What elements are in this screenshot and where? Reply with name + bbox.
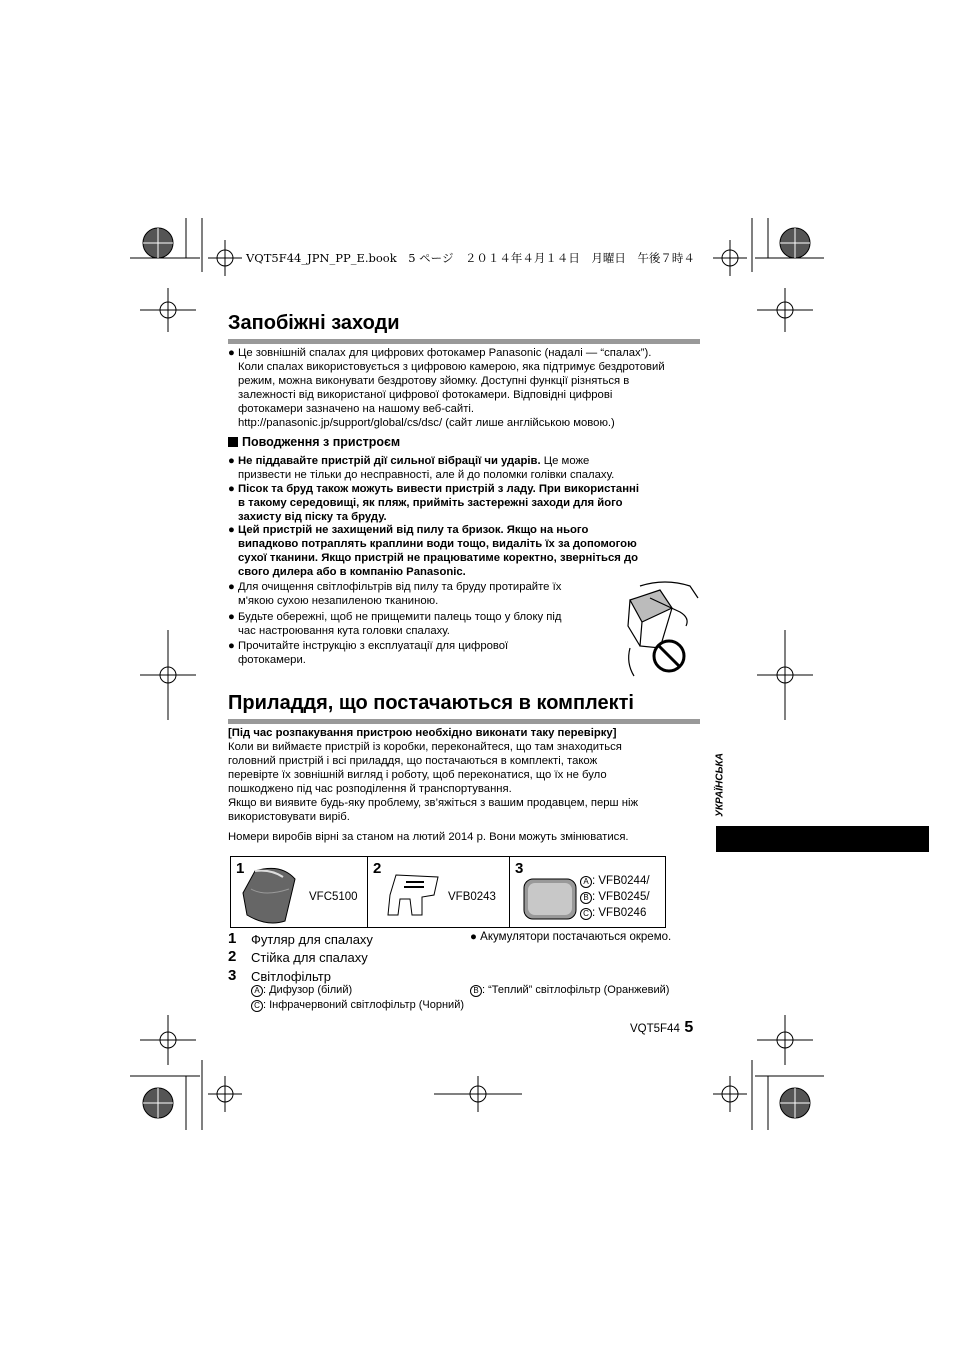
- intro-line: фотокамери зазначено на нашому веб-сайті.: [238, 403, 475, 415]
- product-code: : VFB0245/: [592, 891, 650, 903]
- intro-line: залежності від використаної цифрової фотокамери. Відповідні цифрові: [238, 389, 613, 401]
- body-line: Коли ви виймаєте пристрій із коробки, переконайтеся, що там знаходиться: [228, 741, 622, 753]
- bullet-vibration: [228, 454, 708, 482]
- body-line: Якщо ви виявите будь-яку проблему, зв’яжіться з вашим продавцем, перш ніж: [228, 797, 639, 809]
- filter-desc-text: : Інфрачервоний світлофільтр (Чорний): [263, 999, 465, 1011]
- bullet-text: випадково потраплять краплини води тощо, видаліть їх за допомогою: [238, 538, 637, 550]
- filter-a-desc: [251, 984, 352, 997]
- bullet-icon: ●: [470, 931, 477, 943]
- bullet-text: свого дилера або в компанію Panasonic.: [238, 566, 466, 578]
- bullet-icon: ●: [228, 483, 235, 495]
- filter-icon: [522, 875, 580, 923]
- product-code: : VFB0244/: [592, 875, 650, 887]
- product-code: VFC5100: [309, 891, 358, 903]
- filter-c-desc: [251, 999, 464, 1012]
- accessories-table: [230, 856, 666, 928]
- marker-b-icon: B: [580, 892, 592, 904]
- bullet-icon: ●: [228, 524, 235, 536]
- bullet-icon: ●: [228, 347, 235, 359]
- bullet-text: в такому середовищі, як пляж, прийміть застережні заходи для його: [238, 497, 623, 509]
- prohibited-icon: [654, 641, 684, 671]
- bullet-text: призвести не тільки до несправності, але й до поломки голівки спалаху.: [238, 469, 615, 481]
- cell-number: 2: [373, 860, 382, 877]
- intro-line: Це зовнішній спалах для цифрових фотокамер Panasonic (надалі — “спалах”).: [238, 347, 652, 359]
- page-footer: [630, 1019, 693, 1037]
- section-title-precautions: Запобіжні заходи: [228, 312, 400, 334]
- item-number: 3: [228, 967, 237, 984]
- product-code: VFB0243: [448, 891, 496, 903]
- bullet-finger: [228, 610, 618, 638]
- bullet-icon: ●: [228, 640, 235, 652]
- bullet-bold-text: Не піддавайте пристрій дії сильної вібрації чи ударів.: [238, 455, 541, 467]
- bullet-icon: ●: [228, 455, 235, 467]
- marker-b-icon: B: [470, 985, 482, 997]
- subheading-handling: [228, 435, 400, 449]
- product-code: : VFB0246: [592, 907, 647, 919]
- print-header: VQT5F44_JPN_PP_E.book 5 ページ ２０１４年４月１４日 月曜日 午後７時４: [246, 251, 695, 265]
- intro-line: Коли спалах використовується з цифровою камерою, яка підтримує бездротовий: [238, 361, 665, 373]
- item-label: Футляр для спалаху: [251, 932, 373, 947]
- item-label: Світлофільтр: [251, 969, 331, 984]
- body-line: перевірте їх зовнішній вигляд і роботу, щоб переконатися, що їх не було: [228, 769, 607, 781]
- bullet-text: Цей пристрій не захищений від пилу та бризок. Якщо на нього: [238, 524, 589, 536]
- accessories-body: [228, 740, 698, 824]
- battery-note-text: Акумулятори постачаються окремо.: [480, 931, 672, 943]
- body-line: головний пристрій і всі приладдя, що постачаються в комплекті, також: [228, 755, 598, 767]
- filter-b-desc: [470, 984, 669, 997]
- cell-number: 1: [236, 860, 245, 877]
- marker-a-icon: A: [251, 985, 263, 997]
- marker-a-icon: A: [580, 876, 592, 888]
- flash-case-icon: [241, 863, 301, 927]
- language-tab-bar: [716, 826, 929, 852]
- bullet-text: фотокамери.: [238, 654, 306, 666]
- marker-c-icon: C: [251, 1000, 263, 1012]
- bullet-cleaning: [228, 580, 618, 608]
- filter-codes: [580, 873, 650, 921]
- cell-number: 3: [515, 860, 524, 877]
- square-icon: [228, 437, 238, 447]
- accessory-cell: [231, 857, 368, 928]
- intro-paragraph: [228, 346, 708, 430]
- bullet-text: Будьте обережні, щоб не прищемити палець тощо у блоку під: [238, 611, 562, 623]
- bullet-icon: ●: [228, 611, 235, 623]
- page-number: 5: [684, 1019, 694, 1036]
- bullet-text: Це може: [540, 455, 590, 467]
- bullet-sand: [228, 482, 708, 524]
- intro-line: http://panasonic.jp/support/global/cs/dsc/ (сайт лише англійською мовою.): [238, 417, 615, 429]
- bullet-dust: [228, 523, 708, 579]
- flash-pinch-illustration: [620, 578, 700, 678]
- bullet-text: Для очищення світлофільтрів від пилу та бруду протирайте їх: [238, 581, 562, 593]
- flash-stand-icon: [382, 871, 442, 921]
- bullet-manual: [228, 639, 618, 667]
- item-number: 2: [228, 948, 237, 965]
- bullet-text: Пісок та бруд також можуть вивести пристрій з ладу. При використанні: [238, 483, 639, 495]
- section-rule: [228, 339, 700, 344]
- marker-c-icon: C: [580, 908, 592, 920]
- filter-desc-text: : Дифузор (білий): [263, 984, 353, 996]
- body-line: використовувати виріб.: [228, 811, 350, 823]
- bullet-text: Прочитайте інструкцію з експлуатації для цифрової: [238, 640, 509, 652]
- bullet-text: захисту від піску та бруду.: [238, 511, 387, 523]
- filter-desc-text: : “Теплий” світлофільтр (Оранжевий): [482, 984, 670, 996]
- accessory-cell: [368, 857, 510, 928]
- numbers-note: Номери виробів вірні за станом на лютий 2014 р. Вони можуть змінюватися.: [228, 831, 629, 843]
- section-rule: [228, 719, 700, 724]
- bullet-text: м'якою сухою незапиленою тканиною.: [238, 595, 439, 607]
- section-title-accessories: Приладдя, що постачаються в комплекті: [228, 692, 634, 714]
- subheading-text: Поводження з пристроєм: [242, 435, 401, 449]
- battery-note: [470, 931, 671, 943]
- accessory-cell: [510, 857, 666, 928]
- language-label: [710, 745, 730, 825]
- check-note: [Під час розпакування пристрою необхідно виконати таку перевірку]: [228, 727, 617, 739]
- manual-code: VQT5F44: [630, 1023, 680, 1035]
- language-label-text: УКРАЇНСЬКА: [714, 753, 726, 817]
- bullet-text: сухої тканини. Якщо пристрій не працюватиме коректно, зверніться до: [238, 552, 639, 564]
- body-line: пошкоджено під час розподілення й транспортування.: [228, 783, 512, 795]
- bullet-icon: ●: [228, 581, 235, 593]
- bullet-text: час настроювання кута головки спалаху.: [238, 625, 450, 637]
- item-label: Стійка для спалаху: [251, 950, 368, 965]
- item-number: 1: [228, 930, 237, 947]
- intro-line: режим, можна виконувати бездротову зйомку. Доступні функції різняться в: [238, 375, 630, 387]
